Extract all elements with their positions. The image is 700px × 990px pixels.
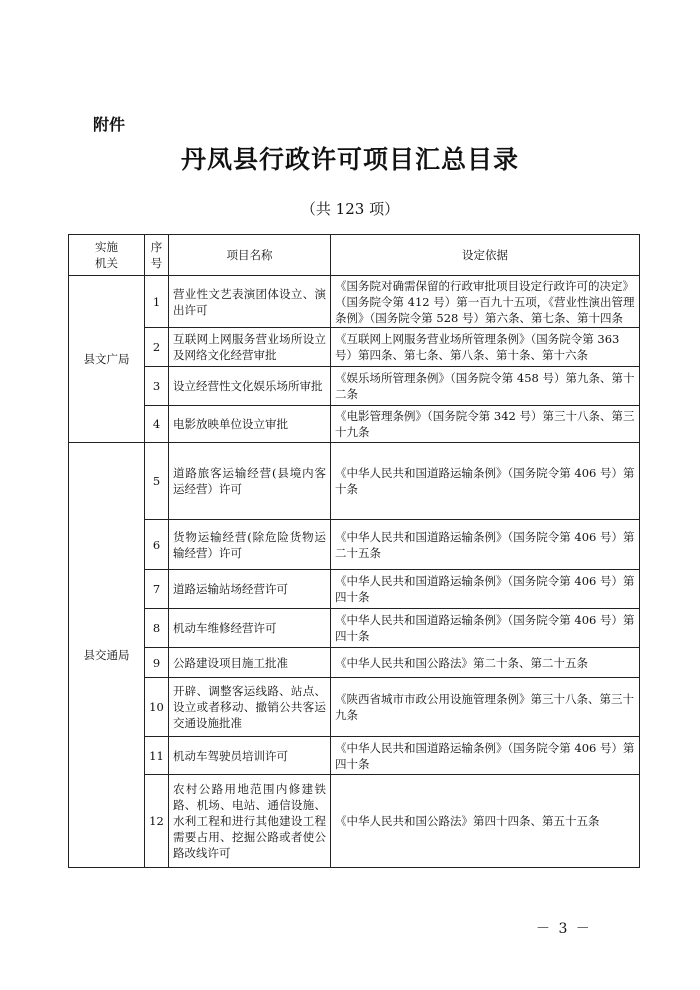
table-row: [69, 276, 640, 328]
item-name-cell: 设立经营性文化娱乐场所审批: [169, 367, 331, 406]
item-name-cell: 货物运输经营(除危险货物运输经营）许可: [169, 520, 331, 570]
seq-cell: 12: [145, 775, 169, 868]
table-row: [69, 406, 640, 443]
basis-cell: 《中华人民共和国道路运输条例》（国务院令第 406 号）第二十五条: [331, 520, 640, 570]
table-row: [69, 648, 640, 678]
table-row: [69, 775, 640, 868]
item-count-subtitle: （共 123 项）: [300, 200, 400, 218]
item-name-cell: 互联网上网服务营业场所设立及网络文化经营审批: [169, 328, 331, 367]
agency-cell: 县交通局: [69, 443, 145, 868]
seq-cell: 4: [145, 406, 169, 443]
header-seq: 序 号: [145, 235, 169, 276]
item-name-cell: 农村公路用地范围内修建铁路、机场、电站、通信设施、水利工程和进行其他建设工程需要占用、挖掘公路或者使公路改线许可: [169, 775, 331, 868]
table-row: [69, 678, 640, 737]
seq-cell: 5: [145, 443, 169, 520]
header-agency: 实施 机关: [69, 235, 145, 276]
item-name-cell: 公路建设项目施工批准: [169, 648, 331, 678]
seq-cell: 9: [145, 648, 169, 678]
header-name: 项目名称: [169, 235, 331, 276]
table-row: [69, 609, 640, 648]
attachment-label: 附件: [93, 115, 126, 134]
basis-cell: 《中华人民共和国道路运输条例》（国务院令第 406 号）第十条: [331, 443, 640, 520]
item-name-cell: 机动车驾驶员培训许可: [169, 737, 331, 775]
table-row: [69, 737, 640, 775]
seq-cell: 8: [145, 609, 169, 648]
basis-cell: 《中华人民共和国公路法》第四十四条、第五十五条: [331, 775, 640, 868]
basis-cell: 《中华人民共和国公路法》第二十条、第二十五条: [331, 648, 640, 678]
basis-cell: 《国务院对确需保留的行政审批项目设定行政许可的决定》（国务院令第 412 号）第一百九十五项，《营业性演出管理条例》（国务院令第 528 号）第六条、第七条、第十四条: [331, 276, 640, 328]
item-name-cell: 开辟、调整客运线路、站点、设立或者移动、撤销公共客运交通设施批准: [169, 678, 331, 737]
table-row: [69, 520, 640, 570]
basis-cell: 《中华人民共和国道路运输条例》（国务院令第 406 号）第四十条: [331, 570, 640, 609]
item-name-cell: 道路运输站场经营许可: [169, 570, 331, 609]
basis-cell: 《娱乐场所管理条例》（国务院令第 458 号）第九条、第十二条: [331, 367, 640, 406]
table-row: [69, 443, 640, 520]
table-row: [69, 570, 640, 609]
table-header-row: [69, 235, 640, 276]
permit-catalog-table: [68, 234, 640, 868]
basis-cell: 《互联网上网服务营业场所管理条例》（国务院令第 363 号）第四条、第七条、第八条、第十条、第十六条: [331, 328, 640, 367]
table-row: [69, 367, 640, 406]
seq-cell: 6: [145, 520, 169, 570]
seq-cell: 7: [145, 570, 169, 609]
basis-cell: 《中华人民共和国道路运输条例》（国务院令第 406 号）第四十条: [331, 737, 640, 775]
seq-cell: 2: [145, 328, 169, 367]
seq-cell: 1: [145, 276, 169, 328]
item-name-cell: 电影放映单位设立审批: [169, 406, 331, 443]
table-row: [69, 328, 640, 367]
item-name-cell: 道路旅客运输经营(县境内客运经营）许可: [169, 443, 331, 520]
basis-cell: 《陕西省城市市政公用设施管理条例》第三十八条、第三十九条: [331, 678, 640, 737]
seq-cell: 11: [145, 737, 169, 775]
header-basis: 设定依据: [331, 235, 640, 276]
seq-cell: 3: [145, 367, 169, 406]
agency-cell: 县文广局: [69, 276, 145, 443]
item-name-cell: 营业性文艺表演团体设立、演出许可: [169, 276, 331, 328]
page-number: － 3 －: [536, 921, 592, 937]
item-name-cell: 机动车维修经营许可: [169, 609, 331, 648]
seq-cell: 10: [145, 678, 169, 737]
document-title: 丹凤县行政许可项目汇总目录: [180, 145, 519, 174]
basis-cell: 《电影管理条例》（国务院令第 342 号）第三十八条、第三十九条: [331, 406, 640, 443]
basis-cell: 《中华人民共和国道路运输条例》（国务院令第 406 号）第四十条: [331, 609, 640, 648]
